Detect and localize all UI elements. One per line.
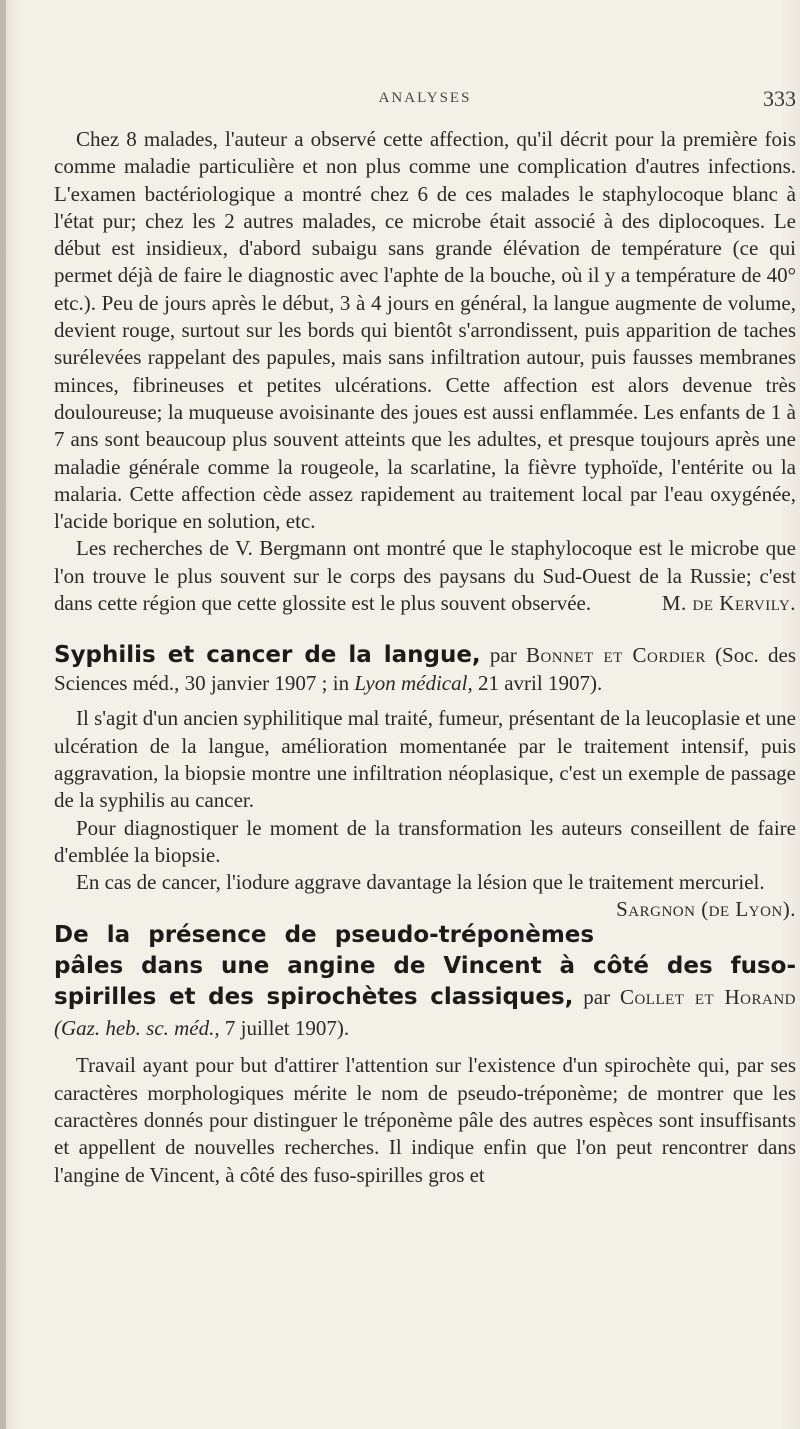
article-pseudo-treponemes [54, 920, 796, 1188]
article-1-paragraph-3-text: En cas de cancer, l'iodure aggrave davantage la lésion que le traitement mercuriel. [76, 870, 765, 895]
article-2-journal: (Gaz. heb. sc. méd., [54, 1016, 220, 1041]
article-1-paragraph-2: Pour diagnostiquer le moment de la transformation les auteurs conseillent de faire d'emblée la biopsie. [54, 815, 796, 867]
article-1-by: par [489, 643, 517, 668]
article-1-authors: Bonnet et Cordier [525, 643, 706, 668]
intro-paragraph-2 [54, 535, 796, 617]
article-1-heading [54, 641, 796, 697]
article-1-signature: Sargnon (de Lyon). [616, 897, 796, 922]
page-header [54, 86, 796, 120]
page-number: 333 [763, 86, 796, 111]
article-1-paragraph-1: Il s'agit d'un ancien syphilitique mal traité, fumeur, présentant de la leucoplasie et une ulcération de la langue, amélioration momentanée par le traitement intensif, puis aggravation, la biopsie montre une infiltration néoplasique, c'est un exemple de passage de la syphilis au cancer. [54, 706, 796, 813]
article-2-date: 7 juillet 1907). [224, 1016, 350, 1041]
article-1-title: Syphilis et cancer de la langue, [54, 642, 481, 669]
article-1-journal: Lyon médical, [354, 671, 473, 696]
article-1-date: 21 avril 1907). [477, 671, 603, 696]
article-2-paragraph-1: Travail ayant pour but d'attirer l'attention sur l'existence d'un spirochète qui, par ses caractères morphologiques mérite le nom de pseudo-tréponème; de montrer que les caractères donnés pour distinguer le tréponème pâle des autres espèces sont insuffisants et appellent de nouvelles recherches. Il indique enfin que l'on peut rencontrer dans l'angine de Vincent, à côté des fuso-spirilles gros et [54, 1053, 796, 1187]
intro-paragraph-2-text: Les recherches de V. Bergmann ont montré que le staphylocoque est le microbe que l'on trouve le plus souvent sur le corps des paysans du Sud-Ouest de la Russie; c'est dans cette région que cette glossite est le plus souvent observée. [54, 536, 796, 616]
article-2-authors: Collet et Horand [619, 985, 797, 1010]
running-title: ANALYSES [378, 90, 472, 106]
article-2-heading [54, 920, 796, 1044]
article-1-paragraph-3 [54, 869, 796, 922]
article-syphilis-cancer [54, 641, 797, 922]
article-2-by: par [583, 985, 611, 1010]
article-1-citation: (Soc. des Sciences méd., 30 janvier 1907 ; in [54, 643, 797, 696]
page-content [54, 126, 796, 1189]
intro-paragraph-1: Chez 8 malades, l'auteur a observé cette affection, qu'il décrit pour la première fois comme maladie particulière et non plus comme une complication d'autres infections. L'examen bactériologique a montré chez 6 de ces malades le staphylocoque blanc à l'état pur; chez les 2 autres malades, ce microbe était associé à des diplocoques. Le début est insidieux, d'abord subaigu sans grande élévation de température (ce qui permet déjà de faire le diagnostic avec l'aphte de la bouche, où il y a température de 40° etc.). Peu de jours après le début, 3 à 4 jours en général, la langue augmente de volume, devient rouge, surtout sur les bords qui bientôt s'arrondissent, puis apparition de taches surélevées rappelant des papules, mais sans infiltration autour, puis fausses membranes minces, fibrineuses et petites ulcérations. Cette affection est alors devenue très douloureuse; la muqueuse avoisinante des joues est aussi enflammée. Les enfants de 1 à 7 ans sont beaucoup plus souvent atteints que les adultes, et presque toujours après une maladie générale comme la rougeole, la scarlatine, la fièvre typhoïde, l'entérite ou la malaria. Cette affection cède assez rapidement au traitement local par l'eau oxygénée, l'acide borique en solution, etc. [54, 127, 796, 534]
article-2-title: De la présence de pseudo-tréponèmes pâles dans une angine de Vincent à côté des fuso-spirilles et des spirochètes classiques, [54, 922, 796, 1011]
intro-signature: M. de Kervily. [661, 591, 796, 616]
page-edge [0, 0, 6, 1429]
